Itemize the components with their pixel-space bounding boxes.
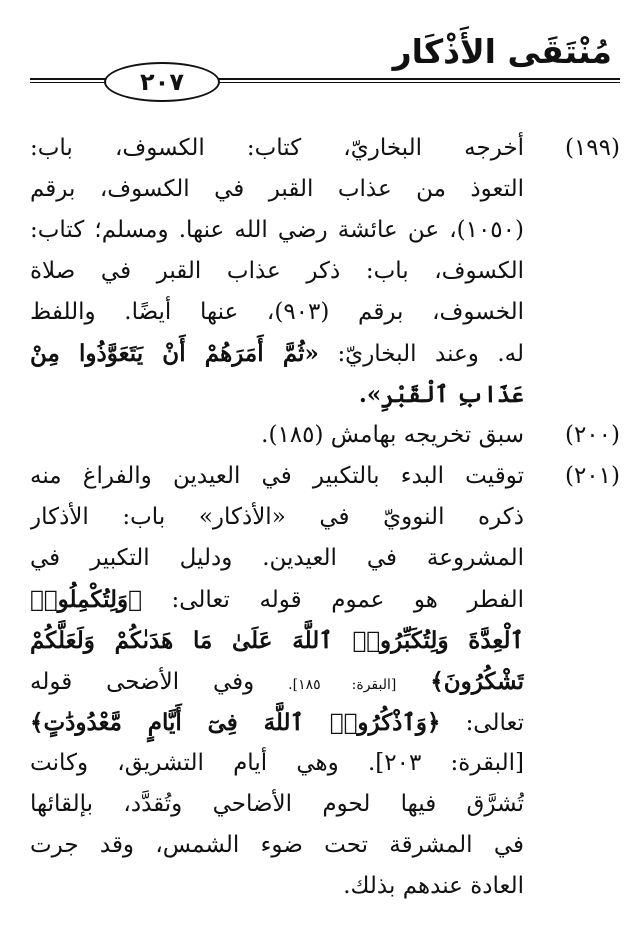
footnote-line: تُشرَّق فيها لحوم الأضاحي وتُقدَّد، بإلقائها [30, 791, 524, 817]
quran-quote: ﴿وَٱذْكُرُوا۟ ٱللَّهَ فِىٓ أَيَّامٍ مَّعْدُودَٰتٍ﴾ [30, 709, 441, 736]
footnote-line: أخرجه البخاريّ، كتاب: الكسوف، باب: [30, 135, 524, 161]
footnote-line: المشروعة في العيدين. ودليل التكبير في [30, 545, 524, 571]
footnote-line: توقيت البدء بالتكبير في العيدين والفراغ منه [30, 463, 524, 489]
footnote-line: (١٠٥٠)، عن عائشة رضي الله عنها. ومسلم؛ كتاب: [30, 217, 524, 243]
footnote-line: العادة عندهم بذلك. [343, 873, 524, 899]
footnote-text: تعالى: [465, 710, 524, 736]
footnote-line-mixed [30, 579, 524, 620]
page-number: ٢٠٧ [104, 62, 220, 102]
quran-quote-line: ٱلْعِدَّةَ وَلِتُكَبِّرُوا۟ ٱللَّهَ عَلَىٰ مَا هَدَىٰكُمْ وَلَعَلَّكُمْ [30, 627, 524, 654]
quran-quote: ﴿وَلِتُكْمِلُوا۟ [30, 586, 142, 613]
footnote-200 [30, 415, 620, 456]
footnote-line: سبق تخريجه بهامش (١٨٥). [261, 422, 524, 448]
page-header [30, 22, 620, 102]
footnote-line: ذكره النوويّ في «الأذكار» باب: الأذكار [30, 504, 524, 530]
hadith-quote-end: عَذَابِ ٱلْقَبْرِ». [358, 381, 524, 408]
footnote-line-mixed [30, 702, 524, 743]
footnote-line-mixed [30, 661, 524, 702]
footnote-line: التعوذ من عذاب القبر في الكسوف، برقم [30, 176, 524, 202]
footnotes-section [30, 128, 620, 907]
footnote-number: (٢٠٠) [564, 422, 620, 448]
hadith-quote: «ثُمَّ أَمَرَهُمْ أَنْ يَتَعَوَّذُوا مِنْ [30, 340, 319, 367]
surah-reference: [البقرة: ١٨٥]. [288, 677, 397, 693]
footnote-number: (١٩٩) [564, 135, 620, 161]
footnote-text: الفطر هو عموم قوله تعالى: [171, 587, 524, 613]
footnote-201 [30, 456, 620, 907]
footnote-text: وفي الأضحى قوله [30, 669, 255, 695]
book-title: مُنْتَقَى الأَذْكَار [392, 32, 612, 71]
footnote-line: الكسوف، باب: ذكر عذاب القبر في صلاة [30, 258, 524, 284]
footnote-number: (٢٠١) [564, 463, 620, 489]
footnote-text: له. وعند البخاريّ: [337, 341, 524, 367]
footnote-line: [البقرة: ٢٠٣]. وهي أيام التشريق، وكانت [30, 750, 524, 776]
footnote-line: الخسوف، برقم (٩٠٣)، عنها أيضًا. واللفظ [30, 299, 524, 325]
footnote-199 [30, 128, 620, 415]
footnote-line-mixed [30, 333, 524, 374]
quran-quote-end: تَشْكُرُونَ﴾ [430, 668, 524, 695]
footnote-line: في المشرقة تحت ضوء الشمس، وقد جرت [30, 832, 524, 858]
